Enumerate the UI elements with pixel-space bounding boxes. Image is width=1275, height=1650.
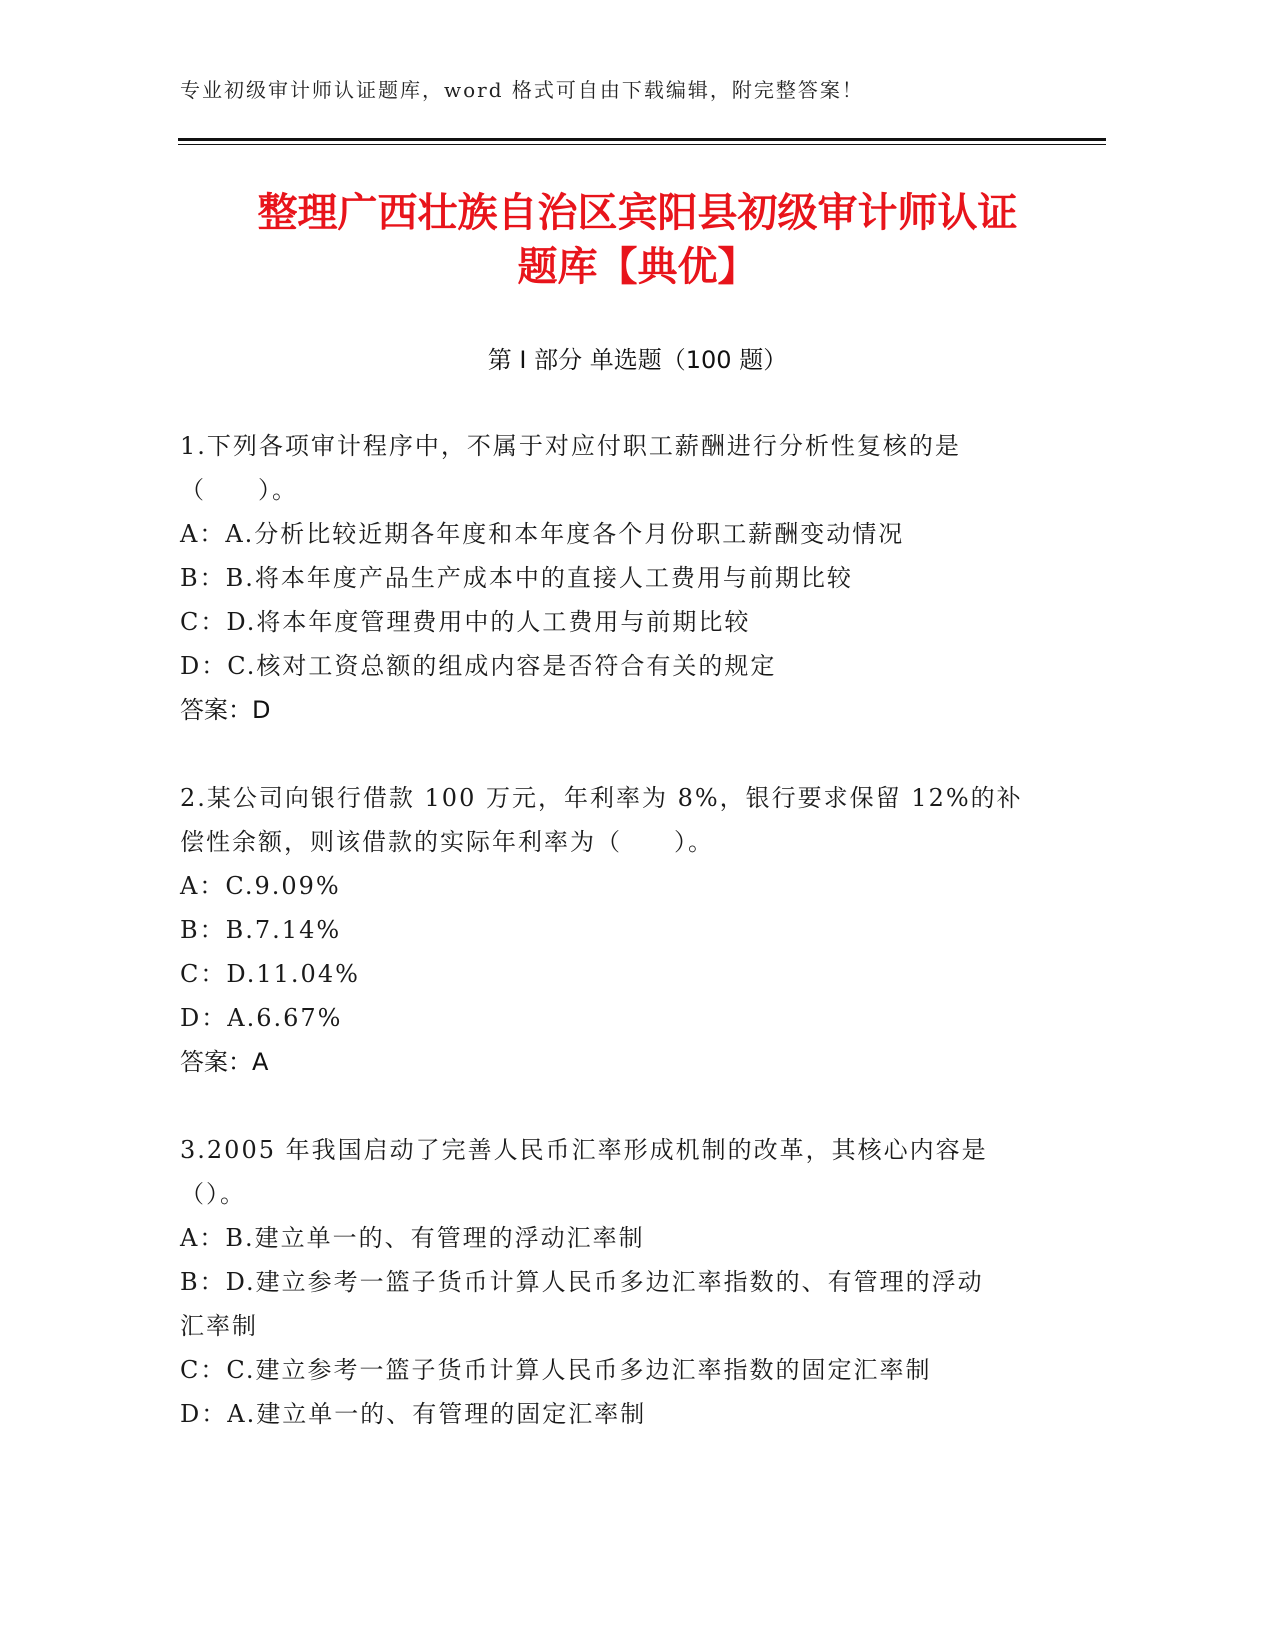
title-line-1: 整理广西壮族自治区宾阳县初级审计师认证 xyxy=(257,190,1018,236)
answer: 答案：A xyxy=(180,1048,269,1076)
option-a: A：C.9.09% xyxy=(180,872,341,900)
header-rule-thick xyxy=(178,138,1106,141)
question-3 xyxy=(180,1128,1030,1436)
question-list xyxy=(180,424,1030,1480)
option-a: A：B.建立单一的、有管理的浮动汇率制 xyxy=(180,1224,645,1252)
option-c: C：D.将本年度管理费用中的人工费用与前期比较 xyxy=(180,608,751,636)
question-stem: 1.下列各项审计程序中，不属于对应付职工薪酬进行分析性复核的是 xyxy=(180,432,961,460)
question-stem: 3.2005 年我国启动了完善人民币汇率形成机制的改革，其核心内容是 xyxy=(180,1136,988,1164)
header-rule-thin xyxy=(178,144,1106,145)
option-b: B：B.将本年度产品生产成本中的直接人工费用与前期比较 xyxy=(180,564,853,592)
question-2 xyxy=(180,776,1030,1084)
header-note: 专业初级审计师认证题库，word 格式可自由下载编辑，附完整答案！ xyxy=(180,78,864,102)
option-c: C：C.建立参考一篮子货币计算人民币多边汇率指数的固定汇率制 xyxy=(180,1356,932,1384)
title-line-2: 题库【典优】 xyxy=(517,244,758,290)
question-1 xyxy=(180,424,1030,732)
option-b: B：D.建立参考一篮子货币计算人民币多边汇率指数的、有管理的浮动 xyxy=(180,1268,984,1296)
option-b-continued: 汇率制 xyxy=(180,1312,258,1340)
section-heading: 第 I 部分 单选题（100 题） xyxy=(487,346,788,374)
answer: 答案：D xyxy=(180,696,271,724)
question-stem: 2.某公司向银行借款 100 万元，年利率为 8%，银行要求保留 12%的补 xyxy=(180,784,1023,812)
question-stem-continued: （ ）。 xyxy=(180,476,298,504)
option-b: B：B.7.14% xyxy=(180,916,342,944)
option-d: D：A.6.67% xyxy=(180,1004,343,1032)
option-a: A：A.分析比较近期各年度和本年度各个月份职工薪酬变动情况 xyxy=(180,520,905,548)
option-d: D：C.核对工资总额的组成内容是否符合有关的规定 xyxy=(180,652,777,680)
question-stem-continued: （）。 xyxy=(180,1180,246,1208)
document-title xyxy=(150,186,1125,294)
question-stem-continued: 偿性余额，则该借款的实际年利率为（ ）。 xyxy=(180,828,714,856)
option-d: D：A.建立单一的、有管理的固定汇率制 xyxy=(180,1400,647,1428)
option-c: C：D.11.04% xyxy=(180,960,360,988)
